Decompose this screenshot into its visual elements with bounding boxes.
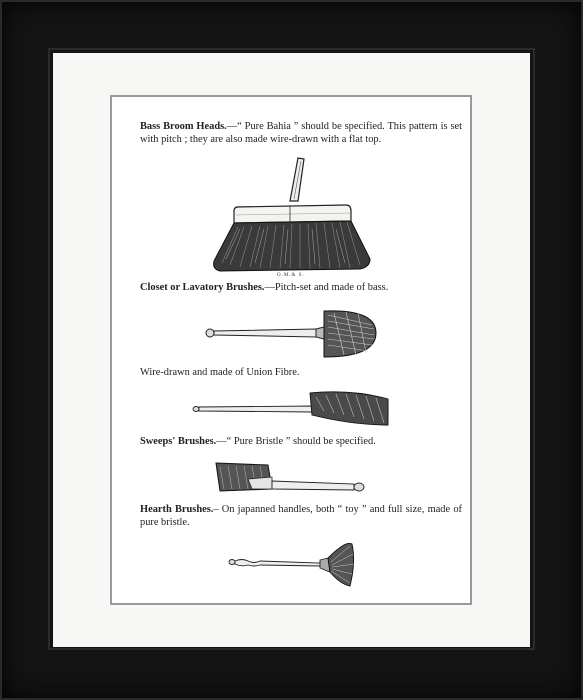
- section-text: Wire-drawn and made of Union Fibre.: [140, 367, 300, 378]
- closet-brush-paragraph: [140, 282, 462, 295]
- sweeps-brush-paragraph: [140, 436, 462, 449]
- sweeps-brush-illustration: [214, 459, 369, 499]
- print-page: [110, 95, 472, 605]
- closet-brush-pitch-set-illustration: [204, 305, 379, 360]
- section-heading: Sweeps' Brushes.: [140, 436, 217, 447]
- wire-drawn-paragraph: [140, 367, 462, 380]
- section-text: —“ Pure Bristle ” should be specified.: [216, 436, 376, 447]
- closet-brush-wire-drawn-illustration: [192, 389, 392, 429]
- broom-head-illustration: [210, 159, 375, 274]
- hearth-brush-paragraph: [140, 504, 462, 529]
- section-heading: Closet or Lavatory Brushes.: [140, 282, 265, 293]
- section-text: —Pitch-set and made of bass.: [264, 282, 389, 293]
- bass-broom-paragraph: [140, 121, 462, 146]
- section-heading: Hearth Brushes.: [140, 504, 214, 515]
- hearth-brush-illustration: [228, 540, 358, 590]
- section-text: – On japanned handles, both “ toy ” and full size, made of pure bristle.: [140, 504, 462, 528]
- section-text: —“ Pure Bahia ” should be specified. This pattern is set with pitch ; they are also made wire-drawn with a flat top.: [140, 121, 462, 145]
- section-heading: Bass Broom Heads.: [140, 121, 227, 132]
- engraver-mark: O.M.& S.: [277, 273, 305, 278]
